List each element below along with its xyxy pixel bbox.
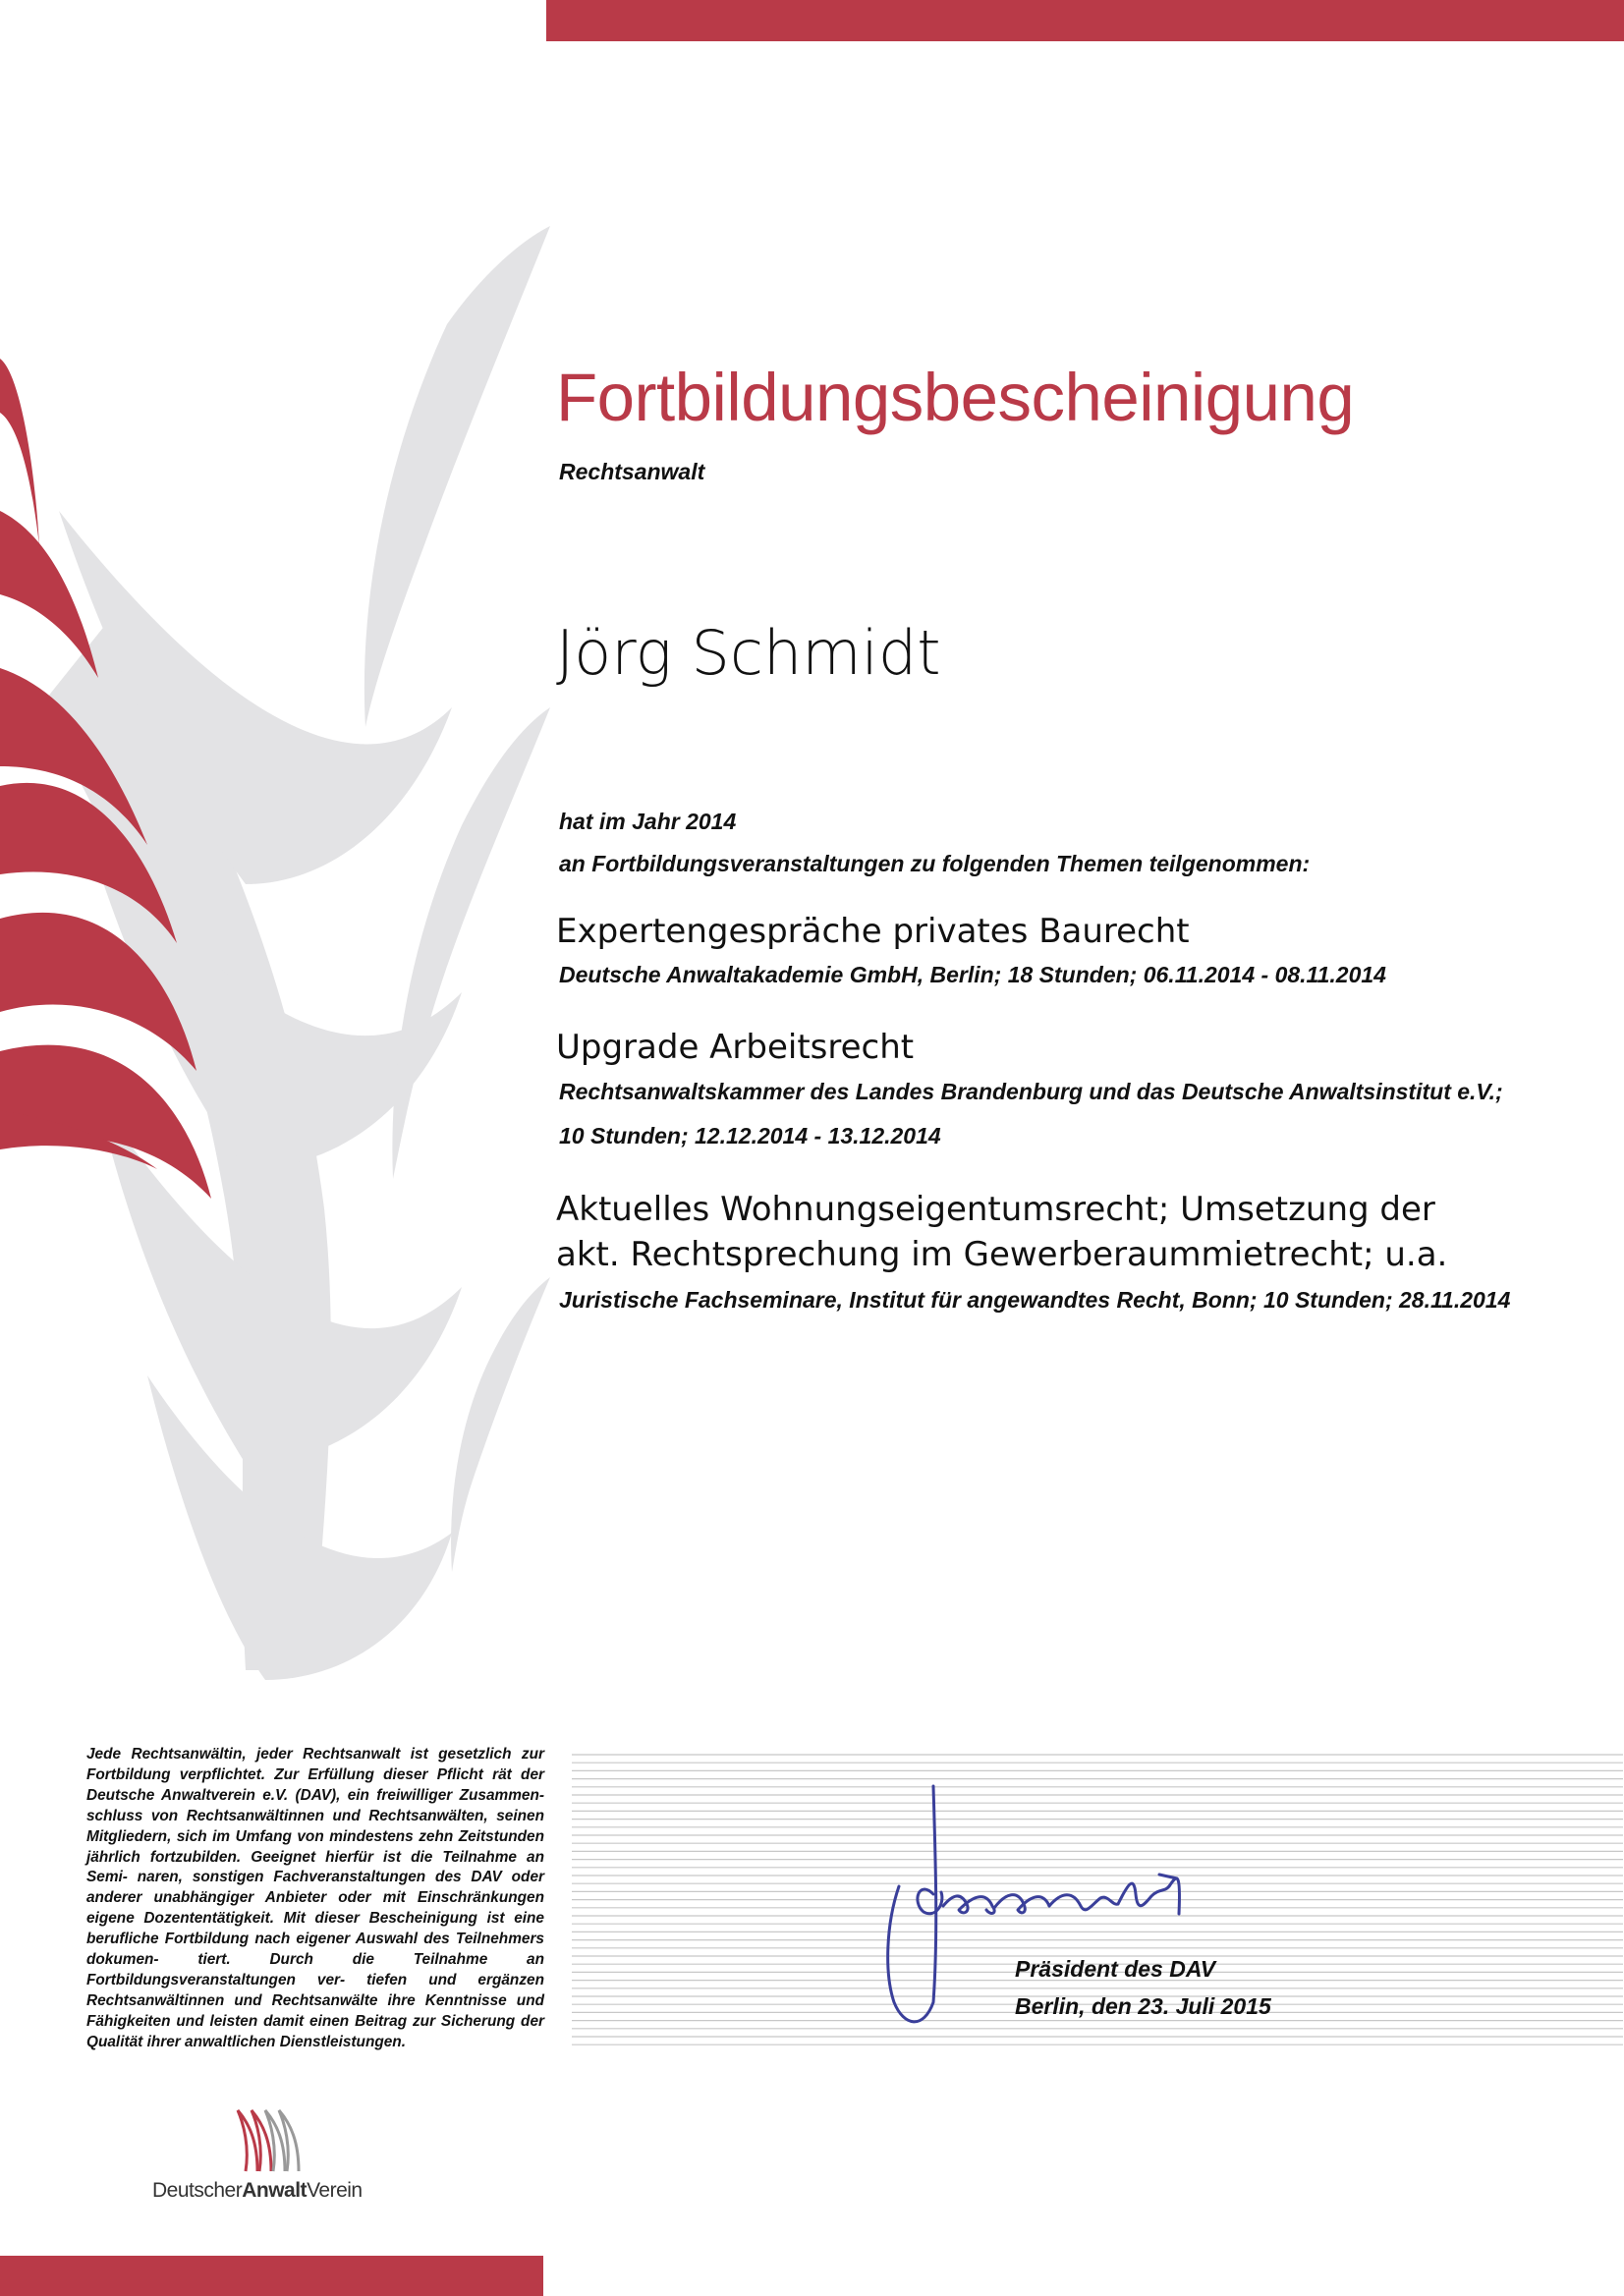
dav-logo-text <box>152 2179 363 2203</box>
top-accent-bar <box>546 0 1624 41</box>
legal-footnote: Jede Rechtsanwältin, jeder Rechtsanwalt ist gesetzlich zur Fortbildung verpflichtet. Zur Erfüllung dieser Pflicht rät der Deutsche Anwaltverein e.V. (DAV), ein freiwilliger Zusammen- schluss von Rechtsanwältinnen und Rechtsanwälten, seinen Mitgliedern, sich im Umfang von mindestens zehn Zeitstunden jährlich fortzubilden. Geeignet hierfür ist die Teilnahme an Semi- naren, sonstigen Fachveranstaltungen des DAV oder anderer unabhängiger Anbieter oder mit Einschränkungen eigene Dozententätigkeit. Mit dieser Bescheinigung ist eine berufliche Fortbildung nach eigener Auswahl des Teilnehmers dokumen- tiert. Durch die Teilnahme an Fortbildungsveranstaltungen ver- tiefen und ergänzen Rechtsanwältinnen und Rechtsanwälte ihre Kenntnisse und Fähigkeiten und leisten damit einen Beitrag zur Sicherung der Qualität ihrer anwaltlichen Dienstleistungen. <box>86 1746 544 2050</box>
logo-text-bold-part: Anwalt <box>242 2179 308 2202</box>
dav-logo-icon <box>236 2102 305 2173</box>
topic-1-title: Expertengespräche privates Baurecht <box>556 912 1190 951</box>
decorative-wave-graphic <box>0 0 550 1690</box>
topic-1-detail: Deutsche Anwaltakademie GmbH, Berlin; 18 Stunden; 06.11.2014 - 08.11.2014 <box>559 962 1386 987</box>
topic-2-detail-line-2: 10 Stunden; 12.12.2014 - 13.12.2014 <box>559 1123 941 1148</box>
topic-3-title-line-2: akt. Rechtsprechung im Gewerberaummietrecht; u.a. <box>556 1235 1448 1274</box>
intro-line: hat im Jahr 2014 <box>559 809 737 834</box>
logo-text-part: Deutscher <box>152 2179 243 2202</box>
signature-place-date: Berlin, den 23. Juli 2015 <box>1015 1993 1271 2019</box>
topic-3-detail: Juristische Fachseminare, Institut für angewandtes Recht, Bonn; 10 Stunden; 28.11.2014 <box>559 1287 1511 1313</box>
intro-line: an Fortbildungsveranstaltungen zu folgenden Themen teilgenommen: <box>559 851 1311 876</box>
signature-caption <box>1015 1950 1271 2025</box>
topic-2-title: Upgrade Arbeitsrecht <box>556 1028 915 1067</box>
topic-3-title-line-1: Aktuelles Wohnungseigentumsrecht; Umsetzung der <box>556 1190 1435 1229</box>
intro-text <box>559 801 1310 885</box>
topic-2-detail-line-1: Rechtsanwaltskammer des Landes Brandenburg und das Deutsche Anwaltsinstitut e.V.; <box>559 1079 1503 1104</box>
certificate-subtitle: Rechtsanwalt <box>559 459 705 484</box>
signatory-role: Präsident des DAV <box>1015 1956 1216 1982</box>
participant-name: Jörg Schmidt <box>556 617 941 689</box>
bottom-accent-bar <box>0 2256 543 2296</box>
logo-text-part: Verein <box>307 2179 363 2202</box>
certificate-title: Fortbildungsbescheinigung <box>556 360 1355 435</box>
